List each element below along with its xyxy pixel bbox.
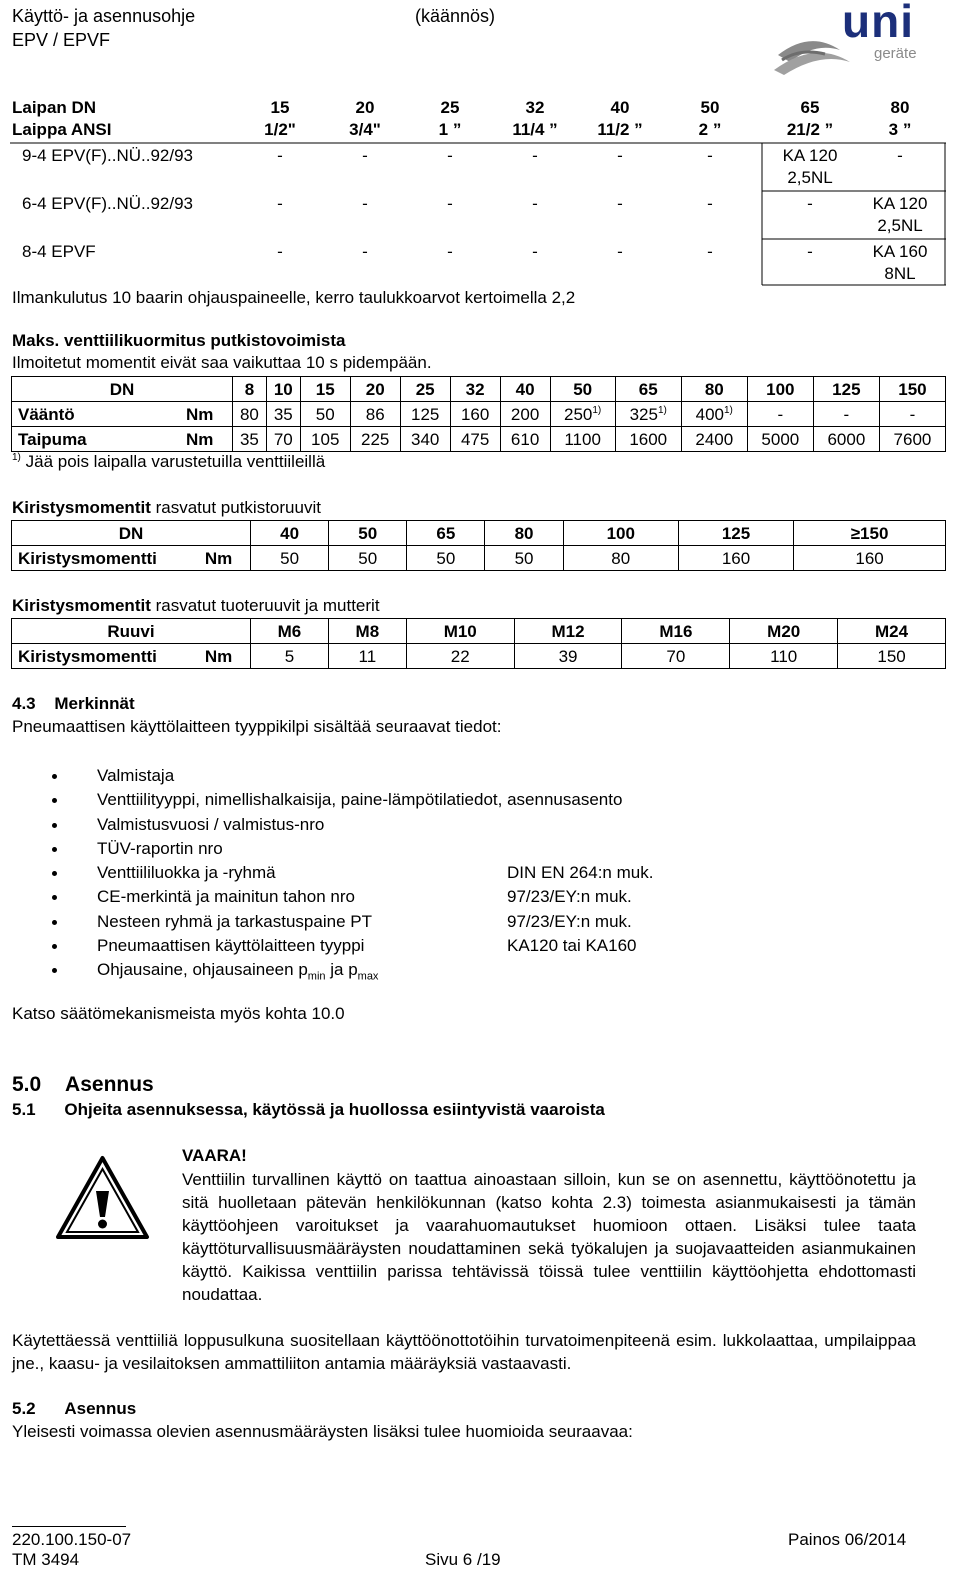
warning-triangle-icon (55, 1155, 150, 1240)
item-label: TÜV-raportin nro (97, 838, 223, 858)
flange-cell: KA 120 2,5NL (872, 194, 928, 235)
section-number: 4.3 (12, 694, 36, 713)
pipe-bolt-table (11, 520, 946, 571)
item-label: Venttiililuokka ja -ryhmä (97, 863, 276, 883)
value-cell: 2400 (681, 427, 747, 452)
row-label: Kiristysmomentti (12, 644, 205, 669)
head-cell: M16 (622, 619, 730, 644)
head-cell: 125 (678, 521, 793, 546)
section-title: Asennus (64, 1399, 137, 1418)
bullet-icon (52, 847, 57, 852)
item-value: KA120 tai KA160 (507, 936, 637, 956)
flange-col: 20 3/4" (349, 98, 381, 139)
flange-cell: - (447, 242, 453, 261)
value-cell: 50 (485, 546, 563, 571)
flange-table (10, 95, 946, 309)
flange-row-label: 9-4 EPV(F)..NÜ..92/93 (22, 146, 194, 165)
section-number: 5.1 (12, 1100, 36, 1119)
value-cell: - (747, 402, 813, 427)
value-cell: 160 (450, 402, 500, 427)
value-cell: 35 (233, 427, 267, 452)
flange-cell: - (707, 194, 713, 213)
value-cell: 86 (350, 402, 400, 427)
bullet-icon (52, 823, 57, 828)
bullet-icon (52, 968, 57, 973)
table-row (12, 402, 946, 427)
value-cell: 150 (838, 644, 946, 669)
head-cell: ≥150 (794, 521, 946, 546)
footer-doc-number: 220.100.150-07 (12, 1530, 132, 1549)
flange-cell: KA 160 8NL (872, 242, 928, 283)
dn-cell: 20 (350, 377, 400, 402)
head-cell: M12 (514, 619, 622, 644)
flange-cell: - (277, 146, 283, 165)
flange-row-label: 6-4 EPV(F)..NÜ..92/93 (22, 194, 194, 213)
row-unit: Nm (186, 427, 233, 452)
value-cell: 7600 (879, 427, 945, 452)
head-cell: M10 (406, 619, 514, 644)
dn-cell: 32 (450, 377, 500, 402)
row-label: Taipuma (12, 427, 187, 452)
flange-col: 32 11/4 ” (512, 98, 558, 139)
head-cell: M20 (730, 619, 838, 644)
footer-edition: Painos 06/2014 (788, 1530, 907, 1549)
value-cell: 325$^{1)}$ (615, 402, 681, 427)
value-cell: 200 (500, 402, 550, 427)
section-title: Asennus (65, 1073, 154, 1096)
flange-col: 80 3 ” (888, 98, 912, 139)
row-unit: Nm (186, 402, 233, 427)
flange-col: 65 21/2 ” (786, 98, 834, 139)
flange-col: 15 1/2" (264, 98, 296, 139)
pipe-bolt-heading (12, 498, 321, 518)
row-label: Vääntö (12, 402, 187, 427)
dn-cell: 125 (813, 377, 879, 402)
value-cell: 70 (622, 644, 730, 669)
value-cell: 50 (329, 546, 407, 571)
value-cell: 610 (500, 427, 550, 452)
value-cell: 50 (407, 546, 485, 571)
heading-rest: rasvatut tuoteruuvit ja mutterit (155, 596, 380, 615)
flange-col: 25 1 ” (438, 98, 462, 139)
item-value: DIN EN 264:n muk. (507, 863, 654, 883)
head-cell: 65 (407, 521, 485, 546)
flange-dn-label: Laipan DN (12, 98, 97, 117)
dn-cell: 8 (233, 377, 267, 402)
document-title (12, 4, 195, 52)
nameplate-intro: Pneumaattisen käyttölaitteen tyyppikilpi sisältää seuraavat tiedot: (12, 717, 502, 736)
flange-cell: - (532, 194, 538, 213)
item-label: Nesteen ryhmä ja tarkastuspaine PT (97, 911, 372, 931)
flange-row-label: 8-4 EPVF (22, 242, 96, 261)
section-5-heading (12, 1072, 154, 1098)
head-cell: M6 (251, 619, 329, 644)
translation-note: (käännös) (415, 6, 496, 26)
control-medium-item: Ohjausaine, ohjausaineen $p_{min}$ ja $p_{max}$ (97, 960, 379, 983)
footnote-mark: 1) (12, 452, 21, 463)
head-cell: M24 (838, 619, 946, 644)
dn-cell: 50 (550, 377, 615, 402)
item-label: Valmistusvuosi / valmistus-nro (97, 814, 325, 834)
table-row (12, 521, 946, 546)
value-cell: 125 (400, 402, 450, 427)
flange-cell: - (362, 146, 368, 165)
dn-cell: 40 (500, 377, 550, 402)
section-title: Merkinnät (54, 694, 135, 713)
dn-cell: 100 (747, 377, 813, 402)
item-label: CE-merkintä ja mainitun tahon nro (97, 887, 355, 907)
flange-header-label (12, 97, 112, 141)
flange-cell: - (532, 242, 538, 261)
value-cell: 225 (350, 427, 400, 452)
dn-cell: 25 (400, 377, 450, 402)
footnote-text: Jää pois laipalla varustetuilla venttiileillä (25, 452, 326, 471)
value-cell: 80 (563, 546, 678, 571)
head-cell: M8 (328, 619, 406, 644)
see-also-note: Katso säätömekanismeista myös kohta 10.0 (12, 1004, 345, 1023)
flange-cell: - (707, 242, 713, 261)
logo-subtext: geräte (874, 45, 917, 62)
value-cell: 11 (328, 644, 406, 669)
pipe-load-heading: Maks. venttiilikuormitus putkistovoimista (12, 331, 346, 350)
heading-rest: rasvatut putkistoruuvit (155, 498, 321, 517)
value-cell: 110 (730, 644, 838, 669)
value-cell: 50 (300, 402, 350, 427)
row-unit: Nm (205, 546, 251, 571)
section-5-2-heading (12, 1398, 136, 1420)
footer-rule (12, 1526, 126, 1527)
warning-text: Venttiilin turvallinen käyttö on taattua ainoastaan silloin, kun se on asennettu, käyttöönotettu ja sitä huolletaan pätevän henkilökunnan (katso kohta 2.3) toimesta asianmukaisesti ja tämän käyttöohjeen varoitukset ja vaarahuomautukset huomioon ottaen. Lisäksi tulee taata käyttöturvallisuusmääräysten noudattaminen sekä työkalujen ja suojavaatteiden asianmukainen käyttö. Kaikissa venttiilin parissa tehtävissä töissä tulee venttiilin käyttöohjetta ehdottomasti noudattaa. (182, 1170, 916, 1304)
pipe-load-subheading: Ilmoitetut momentit eivät saa vaikuttaa 10 s pidempään. (12, 353, 432, 372)
section-4-3-heading (12, 693, 135, 715)
head-label: Ruuvi (12, 619, 251, 644)
product-bolt-table (11, 618, 946, 669)
dn-cell: 65 (615, 377, 681, 402)
flange-cell: - (897, 146, 903, 165)
table-row (12, 619, 946, 644)
pipe-load-table (11, 376, 946, 452)
item-label: Venttiilityyppi, nimellishalkaisija, paine-lämpötilatiedot, asennusasento (97, 790, 623, 810)
bullet-icon (52, 871, 57, 876)
installation-intro: Yleisesti voimassa olevien asennusmääräysten lisäksi tulee huomioida seuraavaa: (12, 1422, 633, 1441)
table-row (12, 427, 946, 452)
section-title: Ohjeita asennuksessa, käytössä ja huollossa esiintyvistä vaaroista (64, 1100, 605, 1119)
flange-cell: - (362, 242, 368, 261)
dn-cell: 150 (879, 377, 945, 402)
value-cell: 160 (794, 546, 946, 571)
head-cell: 100 (563, 521, 678, 546)
flange-cell: - (707, 146, 713, 165)
head-cell: 80 (485, 521, 563, 546)
item-value: 97/23/EY:n muk. (507, 911, 632, 931)
table-row (12, 377, 946, 402)
section-number: 5.0 (12, 1073, 42, 1096)
title-line-2: EPV / EPVF (12, 30, 111, 50)
value-cell: 1600 (615, 427, 681, 452)
pipe-load-footnote (12, 450, 325, 474)
head-cell: 40 (251, 521, 329, 546)
uni-logo (770, 0, 930, 80)
dn-cell: 80 (681, 377, 747, 402)
product-bolt-heading (12, 596, 380, 616)
value-cell: 70 (266, 427, 300, 452)
flange-ansi-label: Laippa ANSI (12, 120, 112, 139)
section-5-1-heading (12, 1099, 605, 1121)
bullet-icon (52, 774, 57, 779)
value-cell: 6000 (813, 427, 879, 452)
value-cell: 22 (406, 644, 514, 669)
warning-title: VAARA! (182, 1146, 247, 1165)
value-cell: 250$^{1)}$ (550, 402, 615, 427)
flange-cell: - (277, 194, 283, 213)
flange-cell: - (447, 146, 453, 165)
row-label: Kiristysmomentti (12, 546, 205, 571)
head-cell: 50 (329, 521, 407, 546)
value-cell: 400$^{1)}$ (681, 402, 747, 427)
flange-cell: - (807, 242, 813, 261)
flange-col: 50 2 ” (698, 98, 722, 139)
end-closure-paragraph: Käytettäessä venttiiliä loppusulkuna suositellaan käyttöönottotöihin turvatoimenpiteenä esim. lukkolaattaa, umpilaippaa jne., kaasu- ja vesilaitoksen ammattiliiton antamia määräyksiä vastaavasti. (12, 1331, 916, 1373)
value-cell: 5000 (747, 427, 813, 452)
row-unit: Nm (205, 644, 251, 669)
flange-cell: KA 120 2,5NL (782, 146, 838, 187)
bullet-icon (52, 798, 57, 803)
heading-bold: Kiristysmomentit (12, 498, 151, 517)
value-cell: 160 (678, 546, 793, 571)
bullet-icon (52, 944, 57, 949)
flange-cell: - (532, 146, 538, 165)
flange-cell: - (617, 146, 623, 165)
value-cell: - (813, 402, 879, 427)
flange-cell: - (447, 194, 453, 213)
value-cell: 50 (251, 546, 329, 571)
heading-bold: Kiristysmomentit (12, 596, 151, 615)
value-cell: 80 (233, 402, 267, 427)
flange-cell: - (807, 194, 813, 213)
value-cell: 1100 (550, 427, 615, 452)
value-cell: 39 (514, 644, 622, 669)
item-label: Valmistaja (97, 766, 175, 785)
head-label: DN (12, 521, 251, 546)
title-line-1: Käyttö- ja asennusohje (12, 6, 196, 26)
list-item (52, 960, 652, 984)
logo-text: uni (842, 0, 914, 47)
flange-cell: - (277, 242, 283, 261)
value-cell: 35 (266, 402, 300, 427)
value-cell: 340 (400, 427, 450, 452)
value-cell: 105 (300, 427, 350, 452)
value-cell: 5 (251, 644, 329, 669)
item-label: Pneumaattisen käyttölaitteen tyyppi (97, 936, 365, 956)
flange-cell: - (362, 194, 368, 213)
value-cell: - (879, 402, 945, 427)
dn-cell: 15 (300, 377, 350, 402)
bullet-icon (52, 895, 57, 900)
flange-col: 40 11/2 ” (597, 98, 643, 139)
flange-cell: - (617, 194, 623, 213)
dn-cell: 10 (266, 377, 300, 402)
table-row (12, 644, 946, 669)
value-cell: 475 (450, 427, 500, 452)
flange-cell: - (617, 242, 623, 261)
footer-page: Sivu 6 /19 (425, 1550, 501, 1569)
section-number: 5.2 (12, 1399, 36, 1418)
dn-header: DN (12, 377, 233, 402)
table-row (12, 546, 946, 571)
bullet-icon (52, 920, 57, 925)
item-value: 97/23/EY:n muk. (507, 887, 632, 907)
air-consumption-note: Ilmankulutus 10 baarin ohjauspaineelle, kerro taulukkoarvot kertoimella 2,2 (12, 288, 576, 307)
footer-tm: TM 3494 (12, 1550, 80, 1569)
